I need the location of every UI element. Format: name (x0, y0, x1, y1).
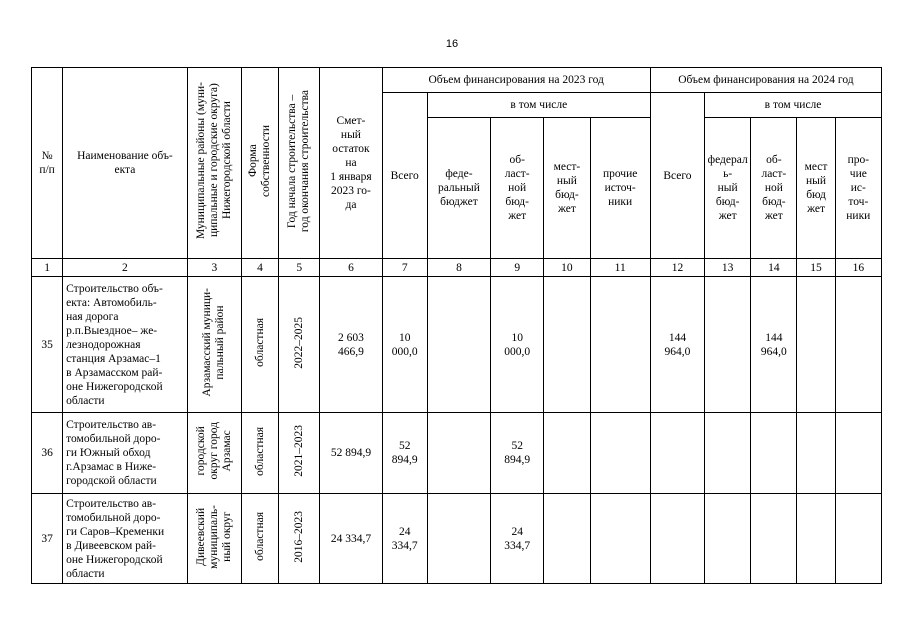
estimate-balance: 52 894,9 (320, 413, 382, 494)
header-col-years-text: Год начала строительства – год окончания строительства (286, 89, 312, 233)
column-number: 6 (320, 259, 382, 277)
column-number: 15 (797, 259, 835, 277)
table-row (32, 413, 882, 494)
other-2023 (590, 277, 650, 413)
district-text: Арзамасский муници- пальный район (201, 288, 227, 397)
header-other-2023: прочие источ- ники (590, 118, 650, 259)
header-col-district-text: Муниципальные районы (муни- ципальные и городские округа) Нижегородской области (194, 82, 233, 240)
federal-2023 (427, 413, 490, 494)
header-fin-2024: Объем финансирования на 2024 год (650, 68, 881, 93)
header-federal-2024: федераль- ный бюд- жет (705, 118, 751, 259)
column-number: 11 (590, 259, 650, 277)
federal-2023 (427, 494, 490, 584)
local-2023 (544, 413, 590, 494)
regional-2023: 10 000,0 (491, 277, 544, 413)
ownership-text: областная (253, 318, 266, 367)
header-total-2024: Всего (650, 93, 704, 259)
column-number: 2 (63, 259, 188, 277)
total-2024 (650, 494, 704, 584)
district-cell (187, 277, 241, 413)
header-col-district (187, 68, 241, 259)
other-2024 (835, 413, 881, 494)
row-number: 35 (32, 277, 63, 413)
header-col-name: Наименование объ- екта (63, 68, 188, 259)
local-2023 (544, 494, 590, 584)
ownership-cell (241, 413, 278, 494)
total-2023: 52 894,9 (382, 413, 427, 494)
column-number: 13 (705, 259, 751, 277)
years-text: 2022–2025 (292, 316, 305, 369)
federal-2024 (705, 494, 751, 584)
column-number: 12 (650, 259, 704, 277)
object-name: Строительство ав- томобильной доро- ги Южный обход г.Арзамас в Ниже- городской области (63, 413, 188, 494)
column-number: 1 (32, 259, 63, 277)
regional-2024 (751, 413, 797, 494)
local-2023 (544, 277, 590, 413)
local-2024 (797, 494, 835, 584)
regional-2024: 144 964,0 (751, 277, 797, 413)
header-including-2024: в том числе (705, 93, 882, 118)
header-total-2023: Всего (382, 93, 427, 259)
column-number: 7 (382, 259, 427, 277)
ownership-cell (241, 494, 278, 584)
ownership-text: областная (253, 512, 266, 561)
years-text: 2021–2023 (292, 425, 305, 477)
years-cell (279, 494, 320, 584)
header-col-number: № п/п (32, 68, 63, 259)
total-2023: 10 000,0 (382, 277, 427, 413)
local-2024 (797, 277, 835, 413)
header-col-ownership (241, 68, 278, 259)
header-regional-2023: об- ласт- ной бюд- жет (491, 118, 544, 259)
financing-table (31, 67, 882, 584)
header-local-2024: мест ный бюд жет (797, 118, 835, 259)
header-row-1 (32, 68, 882, 93)
district-text: городской округ город Арзамас (194, 422, 233, 480)
regional-2024 (751, 494, 797, 584)
district-text: Дивеевский муниципаль- ный округ (194, 504, 233, 569)
column-number: 14 (751, 259, 797, 277)
local-2024 (797, 413, 835, 494)
estimate-balance: 24 334,7 (320, 494, 382, 584)
regional-2023: 52 894,9 (491, 413, 544, 494)
years-cell (279, 277, 320, 413)
column-number: 8 (427, 259, 490, 277)
header-including-2023: в том числе (427, 93, 650, 118)
column-number-row (32, 259, 882, 277)
total-2024: 144 964,0 (650, 277, 704, 413)
header-fin-2023: Объем финансирования на 2023 год (382, 68, 650, 93)
other-2024 (835, 494, 881, 584)
column-number: 16 (835, 259, 881, 277)
column-number: 4 (241, 259, 278, 277)
federal-2024 (705, 277, 751, 413)
header-col-balance: Смет- ный остаток на 1 января 2023 го- да (320, 68, 382, 259)
total-2024 (650, 413, 704, 494)
regional-2023: 24 334,7 (491, 494, 544, 584)
page-number: 16 (445, 38, 459, 50)
years-text: 2016–2023 (292, 510, 305, 563)
header-col-ownership-text: Форма собственности (247, 125, 273, 197)
header-local-2023: мест- ный бюд- жет (544, 118, 590, 259)
total-2023: 24 334,7 (382, 494, 427, 584)
object-name: Строительство объ- екта: Автомобиль- ная дорога р.п.Выездное– же- лезнодорожная станция Арзамас–1 в Арзамасском рай- оне Нижегородской области (63, 277, 188, 413)
district-cell (187, 413, 241, 494)
header-regional-2024: об- ласт- ной бюд- жет (751, 118, 797, 259)
row-number: 37 (32, 494, 63, 584)
years-cell (279, 413, 320, 494)
other-2023 (590, 413, 650, 494)
column-number: 3 (187, 259, 241, 277)
header-col-years (279, 68, 320, 259)
ownership-cell (241, 277, 278, 413)
ownership-text: областная (253, 426, 266, 476)
column-number: 9 (491, 259, 544, 277)
table-row (32, 277, 882, 413)
column-number: 10 (544, 259, 590, 277)
other-2024 (835, 277, 881, 413)
header-other-2024: про- чие ис- точ- ники (835, 118, 881, 259)
other-2023 (590, 494, 650, 584)
federal-2024 (705, 413, 751, 494)
column-number: 5 (279, 259, 320, 277)
estimate-balance: 2 603 466,9 (320, 277, 382, 413)
object-name: Строительство ав- томобильной доро- ги Саров–Кременки в Дивеевском рай- оне Нижегородской области (63, 494, 188, 584)
row-number: 36 (32, 413, 63, 494)
header-federal-2023: феде- ральный бюджет (427, 118, 490, 259)
federal-2023 (427, 277, 490, 413)
table-row (32, 494, 882, 584)
district-cell (187, 494, 241, 584)
